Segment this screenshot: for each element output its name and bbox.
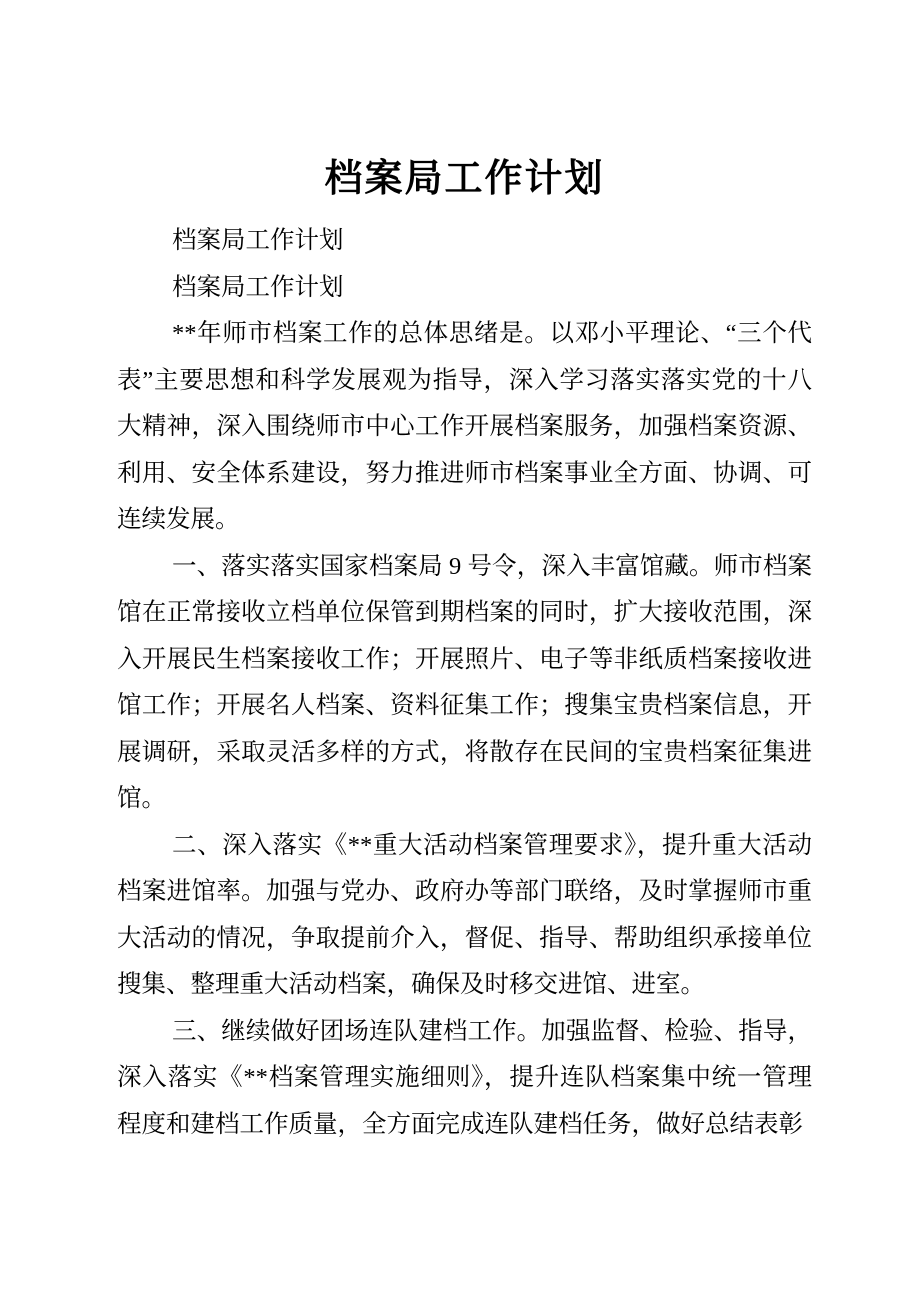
paragraph-overview: **年师市档案工作的总体思绪是。以邓小平理论、“三个代表”主要思想和科学发展观为指导，深入学习落实落实党的十八大精神，深入围绕师市中心工作开展档案服务，加强档案资源、利用、安全体系建设，努力推进师市档案事业全方面、协调、可连续发展。 xyxy=(117,320,812,533)
paragraph-repeat-title-2: 档案局工作计划 xyxy=(172,273,344,301)
paragraph-item-3: 三、继续做好团场连队建档工作。加强监督、检验、指导，深入落实《**档案管理实施细则》，提升连队档案集中统一管理程度和建档工作质量，全方面完成连队建档任务，做好总结表彰 xyxy=(117,1017,812,1138)
paragraph-item-2: 二、深入落实《**重大活动档案管理要求》，提升重大活动档案进馆率。加强与党办、政府办等部门联络，及时掌握师市重大活动的情况，争取提前介入，督促、指导、帮助组织承接单位搜集、整理重大活动档案，确保及时移交进馆、进室。 xyxy=(117,831,812,998)
paragraph-item-1: 一、落实落实国家档案局 9 号令，深入丰富馆藏。师市档案馆在正常接收立档单位保管到期档案的同时，扩大接收范围，深入开展民生档案接收工作；开展照片、电子等非纸质档案接收进馆工作；开展名人档案、资料征集工作；搜集宝贵档案信息，开展调研，采取灵活多样的方式，将散存在民间的宝贵档案征集进馆。 xyxy=(117,552,812,812)
paragraph-repeat-title-1: 档案局工作计划 xyxy=(172,227,344,254)
document-title: 档案局工作计划 xyxy=(324,158,605,200)
document-content xyxy=(117,0,812,1148)
